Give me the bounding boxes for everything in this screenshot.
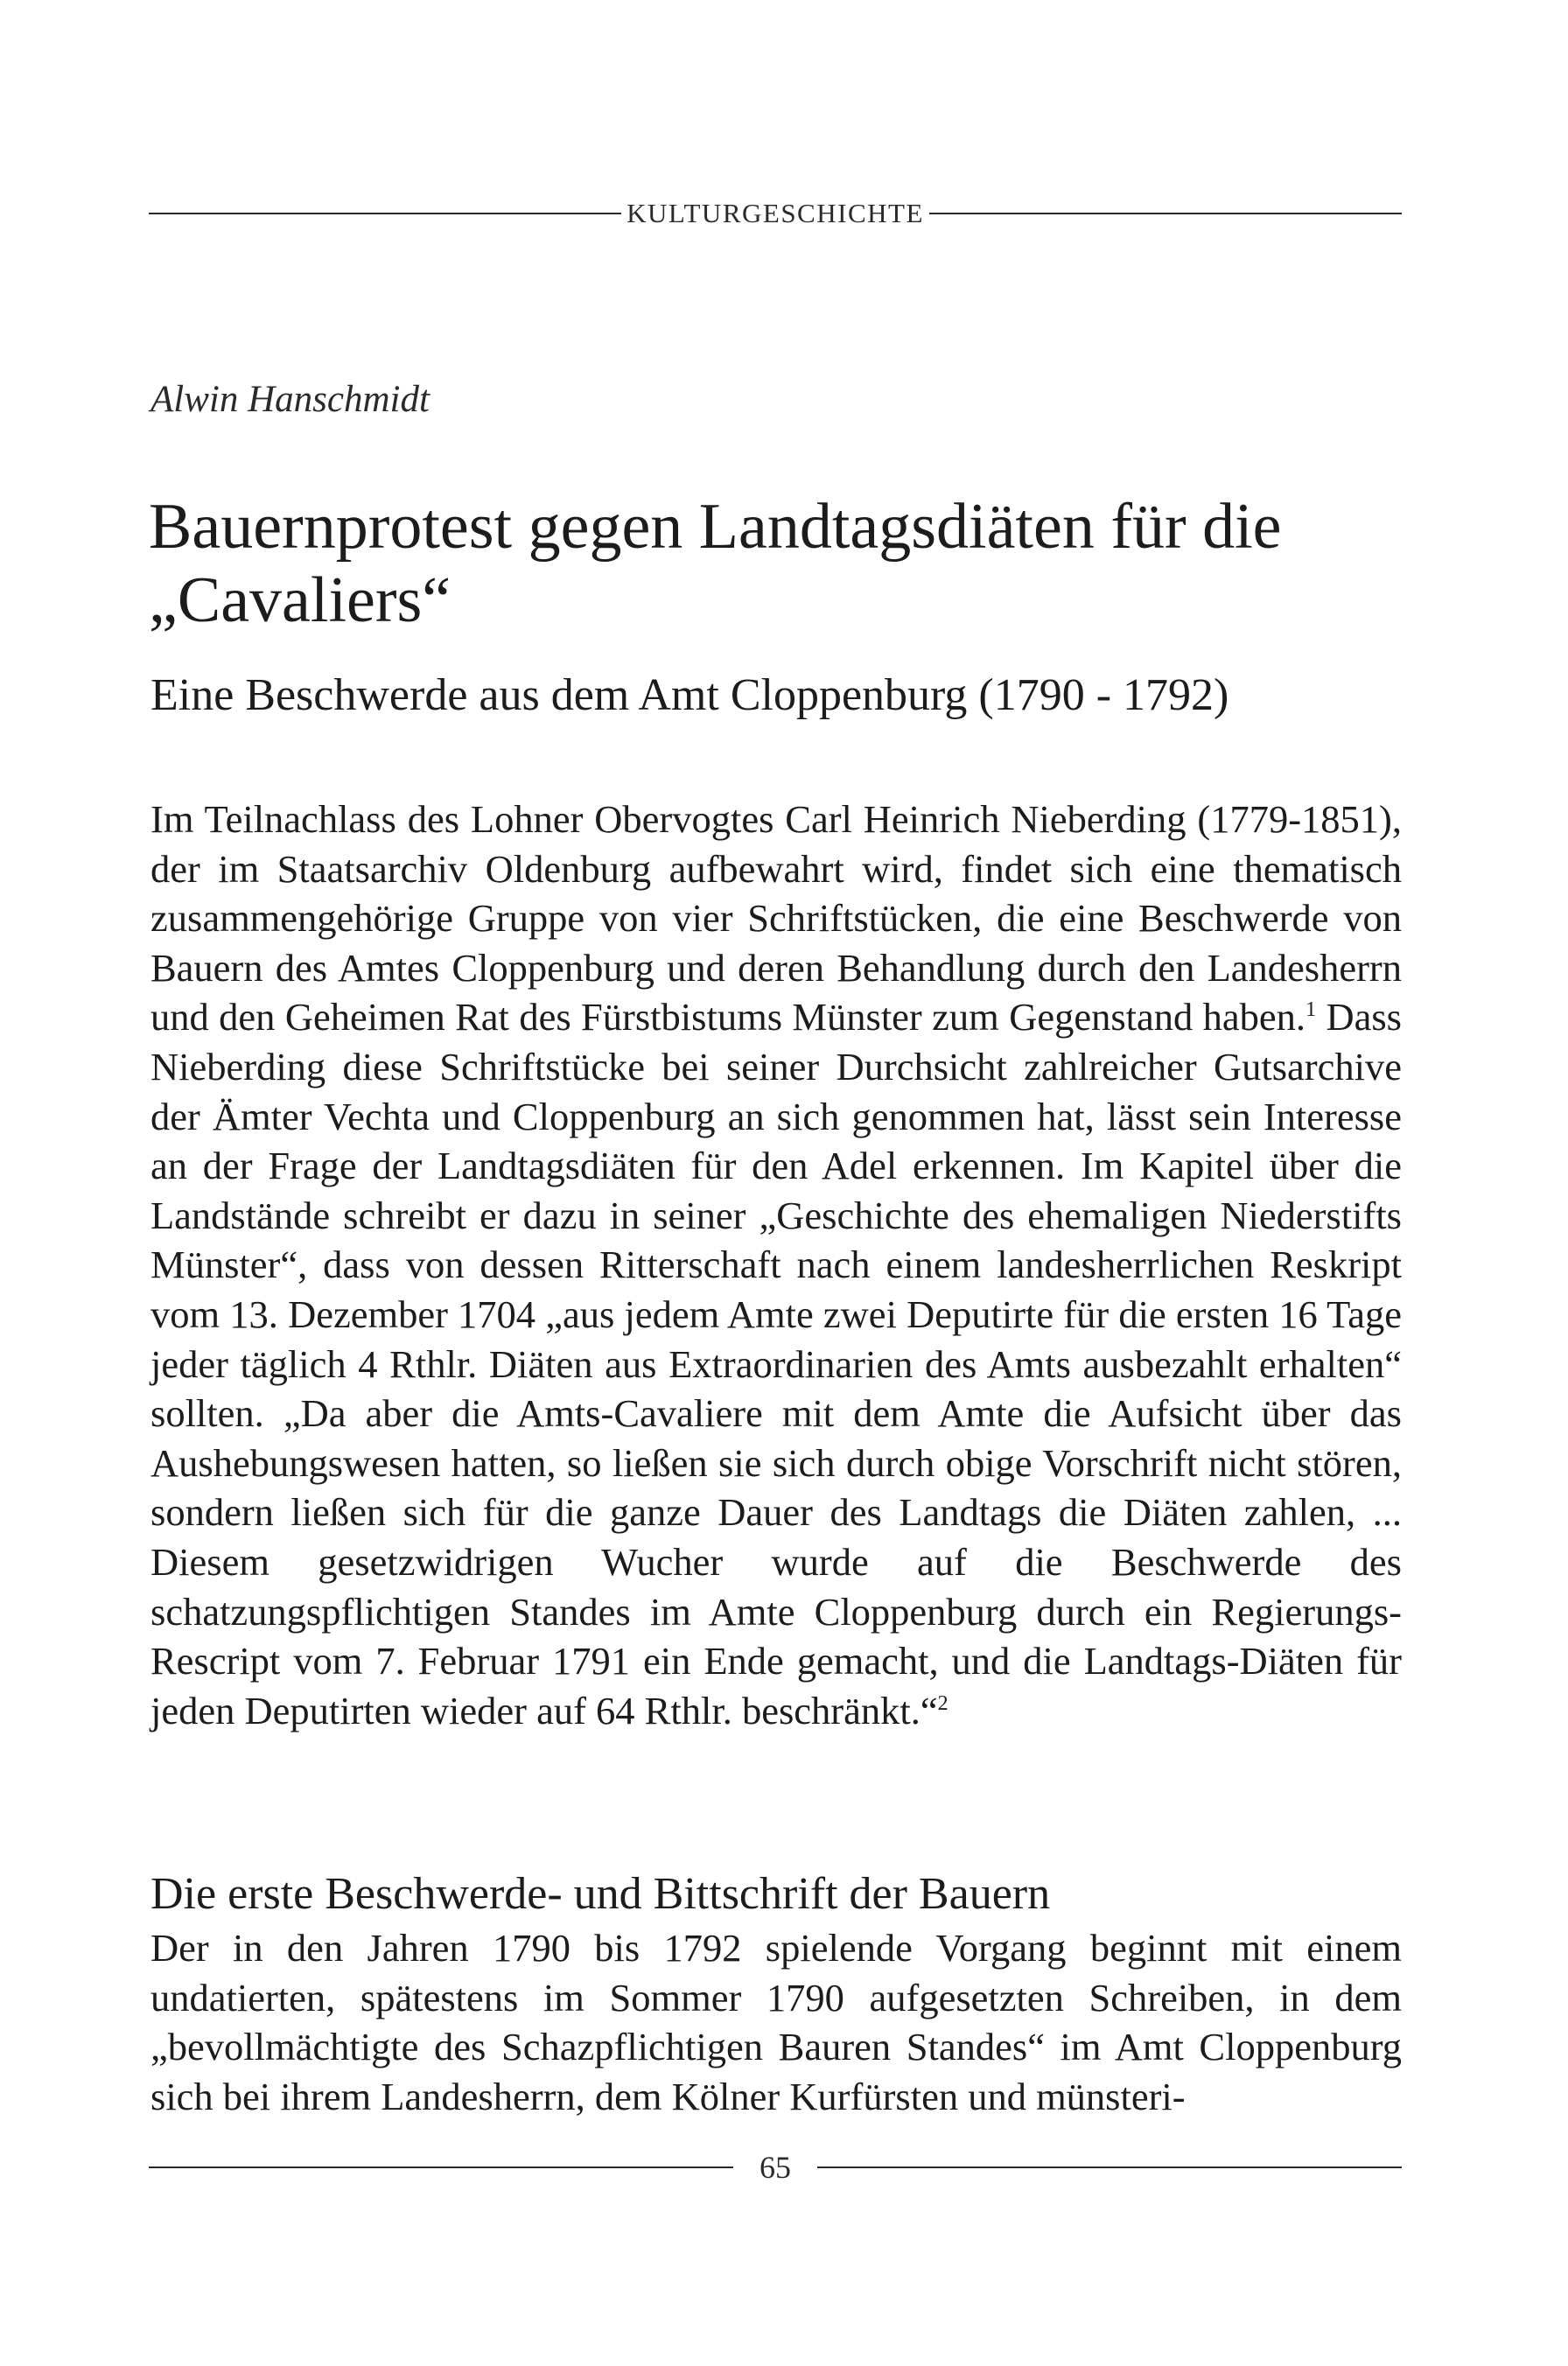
body-paragraph-2: Der in den Jahren 1790 bis 1792 spielende Vorgang beginnt mit einem undatierten, spätestens im Sommer 1790 aufgesetzten Schreiben, in dem „bevollmächtigte des Schazpflichtigen Bauren Standes“ im Amt Cloppenburg sich bei ihrem Landesherrn, dem Kölner Kurfürsten und münsteri-: [150, 1926, 1402, 2118]
section-label: KULTURGESCHICHTE: [626, 198, 924, 228]
article-title: Bauernprotest gegen Landtagsdiäten für die „Cavaliers“: [149, 491, 1282, 636]
page-number: 65: [760, 2150, 791, 2185]
header-rule-right: [929, 213, 1402, 214]
article-subtitle: Eine Beschwerde aus dem Amt Cloppenburg (1790 - 1792): [150, 670, 1229, 720]
paragraph-text: Dass Nieberding diese Schriftstücke bei seiner Durchsicht zahlreicher Gutsarchive der Ämter Vechta und Cloppenburg an sich genommen hat, lässt sein Interesse an der Frage der Landtagsdiäten für den Adel erkennen. Im Kapitel über die Landstände schreibt er dazu in seiner „Geschichte des ehemaligen Niederstifts Münster“, dass von dessen Ritterschaft nach einem landesherrlichen Reskript vom 13. Dezember 1704 „aus jedem Amte zwei Deputirte für die ersten 16 Tage jeder täglich 4 Rthlr. Diäten aus Extraordinarien des Amts ausbezahlt erhalten“ sollten. „Da aber die Amts-Cavaliere mit dem Amte die Aufsicht über das Aushebungswesen hatten, so ließen sie sich durch obige Vorschrift nicht stören, sondern ließen sich für die ganze Dauer des Landtags die Diäten zahlen, ... Diesem gesetzwidrigen Wucher wurde auf die Beschwerde des schatzungspflichtigen Standes im Amte Cloppenburg durch ein Regierungs-Rescript vom 7. Februar 1791 ein Ende gemacht, und die Landtags-Diäten für jeden Deputirten wieder auf 64 Rthlr. beschränkt.“: [150, 995, 1402, 1732]
footnote-marker: 2: [937, 1691, 948, 1715]
footer-rule-left: [149, 2166, 733, 2168]
author-name: Alwin Hanschmidt: [150, 379, 430, 420]
footnote-marker: 1: [1306, 998, 1317, 1022]
running-header: [149, 198, 1402, 229]
section-heading: Die erste Beschwerde- und Bittschrift der Bauern: [150, 1869, 1051, 1919]
paragraph-text: Im Teilnachlass des Lohner Obervogtes Carl Heinrich Nieberding (1779-1851), der im Staatsarchiv Oldenburg aufbewahrt wird, findet sich eine thematisch zusammengehörige Gruppe von vier Schriftstücken, die eine Beschwerde von Bauern des Amtes Cloppenburg und deren Behandlung durch den Landesherrn und den Geheimen Rat des Fürstbistums Münster zum Gegenstand haben.: [150, 797, 1402, 1040]
page-footer: [149, 2149, 1402, 2186]
body-paragraph-1: [150, 794, 1402, 1735]
footer-rule-right: [817, 2166, 1402, 2168]
header-rule-left: [149, 213, 621, 214]
